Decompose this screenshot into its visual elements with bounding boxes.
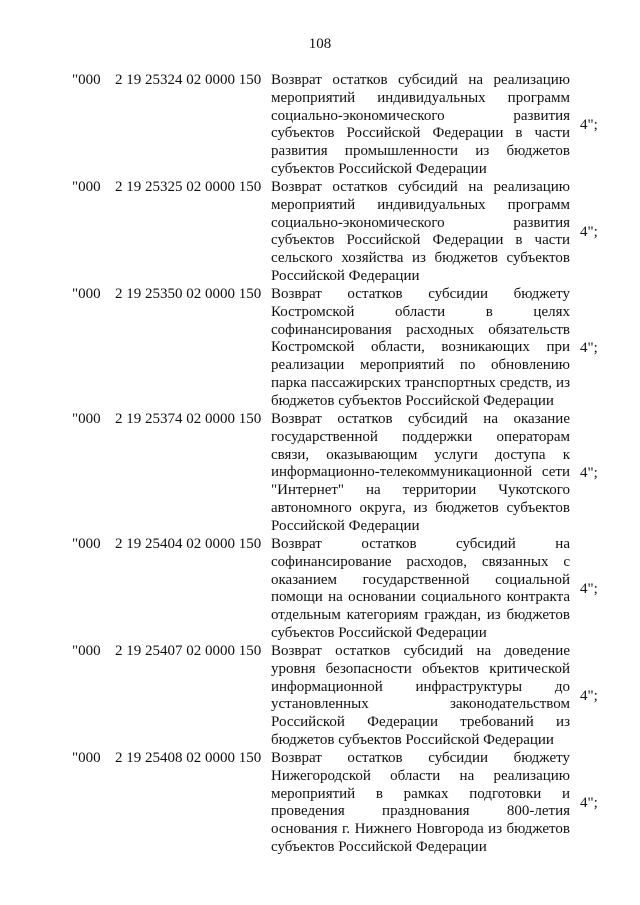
budget-code-row — [0, 286, 640, 411]
row-tail: 4"; — [580, 223, 598, 240]
budget-code-row — [0, 411, 640, 536]
income-description: Возврат остатков субсидий на доведение уровня безопасности объектов критической информационной инфраструктуры до установленных законодательством Российской Федерации требований из бюджетов субъектов Российской Федерации — [271, 643, 570, 748]
budget-code-row — [0, 536, 640, 643]
row-tail: 4"; — [580, 464, 598, 481]
row-tail: 4"; — [580, 687, 598, 704]
income-code: 2 19 25350 02 0000 150 — [115, 286, 262, 302]
budget-code-row — [0, 179, 640, 286]
budget-code-row — [0, 72, 640, 179]
admin-code: "000 — [72, 179, 101, 195]
income-code: 2 19 25404 02 0000 150 — [115, 536, 262, 552]
income-code: 2 19 25408 02 0000 150 — [115, 750, 262, 766]
income-code: 2 19 25407 02 0000 150 — [115, 643, 262, 659]
income-description: Возврат остатков субсидий на реализацию мероприятий индивидуальных программ социально-экономического развития субъектов Российской Федерации в части сельского хозяйства из бюджетов субъектов Российской Федерации — [271, 179, 570, 284]
income-description: Возврат остатков субсидий на оказание государственной поддержки операторам связи, оказывающим услуги доступа к информационно-телекоммуникационной сети "Интернет" на территории Чукотского автономного округа, из бюджетов субъектов Российской Федерации — [271, 411, 570, 534]
admin-code: "000 — [72, 411, 101, 427]
income-description: Возврат остатков субсидии бюджету Нижегородской области на реализацию мероприятий в рамках подготовки и проведения празднования 800-летия основания г. Нижнего Новгорода из бюджетов субъектов Российской Федерации — [271, 750, 570, 855]
admin-code: "000 — [72, 286, 101, 302]
income-code: 2 19 25325 02 0000 150 — [115, 179, 262, 195]
income-code: 2 19 25324 02 0000 150 — [115, 72, 262, 88]
budget-code-list — [0, 72, 640, 857]
row-tail: 4"; — [580, 580, 598, 597]
admin-code: "000 — [72, 72, 101, 88]
admin-code: "000 — [72, 643, 101, 659]
row-tail: 4"; — [580, 794, 598, 811]
admin-code: "000 — [72, 750, 101, 766]
row-tail: 4"; — [580, 116, 598, 133]
admin-code: "000 — [72, 536, 101, 552]
income-description: Возврат остатков субсидии бюджету Костромской области в целях софинансирования расходных обязательств Костромской области, возникающих при реализации мероприятий по обновлению парка пассажирских транспортных средств, из бюджетов субъектов Российской Федерации — [271, 286, 570, 409]
income-description: Возврат остатков субсидий на софинансирование расходов, связанных с оказанием государственной социальной помощи на основании социального контракта отдельным категориям граждан, из бюджетов субъектов Российской Федерации — [271, 536, 570, 641]
page-number: 108 — [308, 36, 332, 52]
income-description: Возврат остатков субсидий на реализацию мероприятий индивидуальных программ социально-экономического развития субъектов Российской Федерации в части развития промышленности из бюджетов субъектов Российской Федерации — [271, 72, 570, 177]
budget-code-row — [0, 643, 640, 750]
income-code: 2 19 25374 02 0000 150 — [115, 411, 262, 427]
row-tail: 4"; — [580, 339, 598, 356]
budget-code-row — [0, 750, 640, 857]
